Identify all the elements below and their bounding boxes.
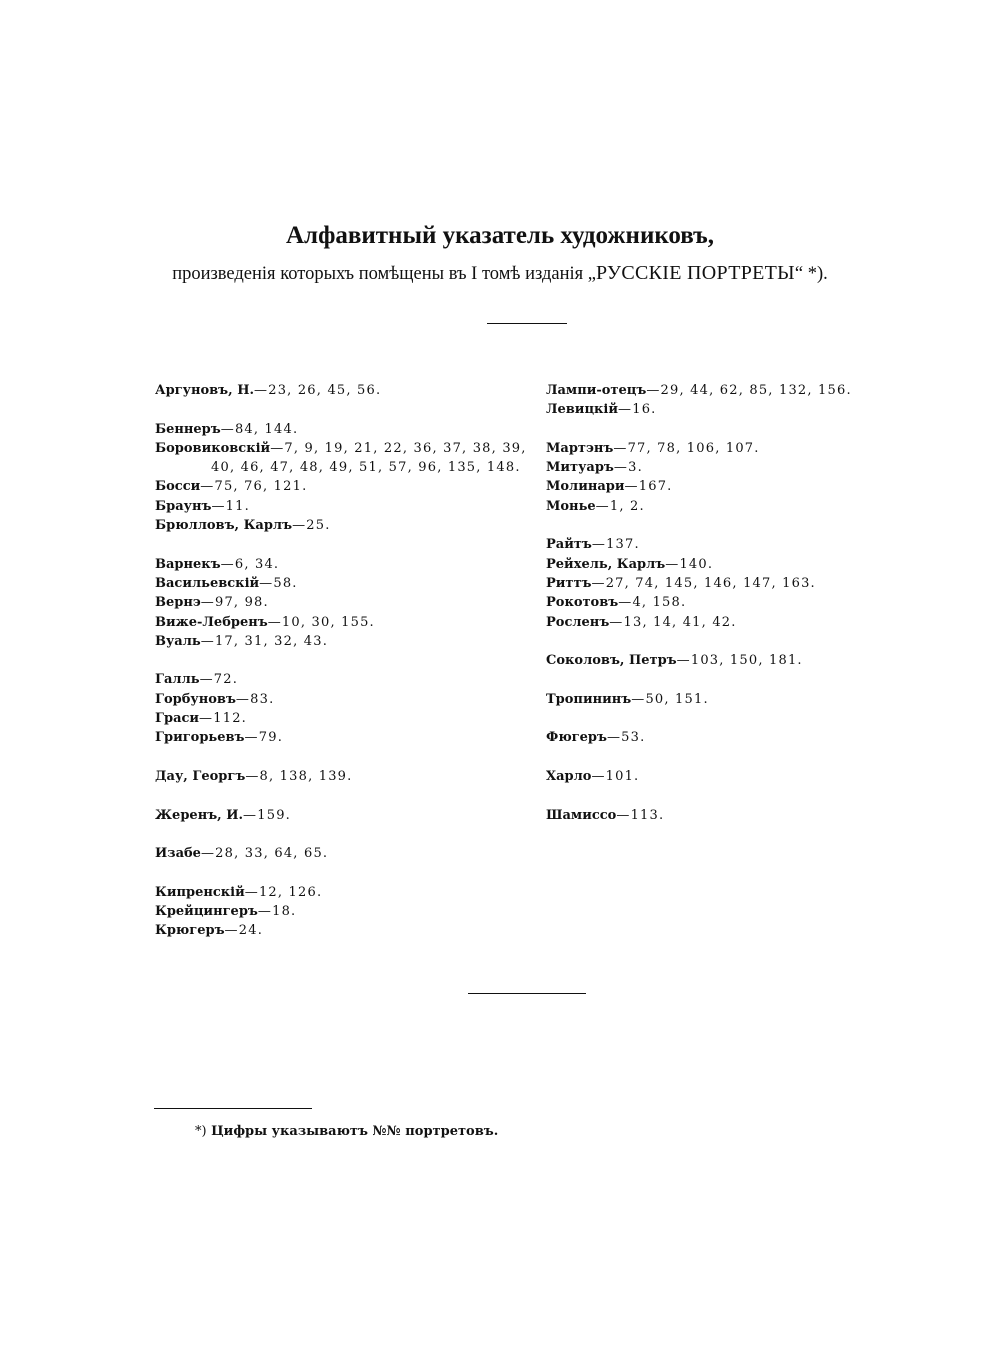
- entry-dash: —: [591, 768, 606, 784]
- portrait-numbers: 97, 98.: [214, 595, 269, 611]
- artist-name: Браунъ: [155, 498, 212, 514]
- index-entry: [155, 632, 525, 651]
- artist-name: Монье: [546, 498, 596, 514]
- index-entry: [155, 381, 525, 400]
- index-entry: [155, 477, 525, 496]
- entry-dash: —: [665, 556, 680, 572]
- artist-name: Соколовъ, Петръ: [546, 653, 677, 669]
- index-entry: [155, 767, 525, 786]
- portrait-numbers: 50, 151.: [645, 691, 709, 707]
- entry-dash: —: [200, 595, 215, 611]
- portrait-numbers: 77, 78, 106, 107.: [627, 440, 760, 456]
- entry-dash: —: [259, 575, 274, 591]
- portrait-numbers: 6, 34.: [234, 556, 280, 572]
- artist-name: Виже-Лебренъ: [155, 614, 268, 630]
- entry-dash: —: [244, 884, 259, 900]
- entry-dash: —: [616, 807, 631, 823]
- artist-name: Васильевскій: [155, 575, 260, 591]
- entry-dash: —: [609, 614, 624, 630]
- index-letter-group: [546, 651, 926, 670]
- artist-name: Райтъ: [546, 537, 592, 553]
- portrait-numbers: 84, 144.: [234, 421, 299, 437]
- portrait-numbers: 103, 150, 181.: [690, 653, 803, 669]
- portrait-numbers: 79.: [258, 730, 284, 746]
- index-entry: [155, 728, 525, 747]
- index-column-right: [546, 381, 926, 844]
- subtitle-footnote-ref: “ *).: [794, 264, 828, 284]
- index-entry: [546, 574, 926, 593]
- index-letter-group: [546, 690, 926, 709]
- entry-dash: —: [224, 923, 239, 939]
- index-letter-group: [155, 420, 525, 536]
- entry-dash: —: [618, 595, 633, 611]
- index-entry: [546, 458, 926, 477]
- index-entry: [546, 767, 926, 786]
- index-entry: [155, 420, 525, 439]
- index-entry: [546, 497, 926, 516]
- artist-name: Григорьевъ: [155, 730, 245, 746]
- portrait-numbers: 11.: [225, 498, 250, 514]
- index-letter-group: [155, 806, 525, 825]
- index-letter-group: [546, 767, 926, 786]
- index-entry: [546, 381, 926, 400]
- index-entry: [155, 593, 525, 612]
- index-letter-group: [155, 670, 525, 747]
- index-entry: [155, 574, 525, 593]
- entry-dash: —: [267, 614, 282, 630]
- footnote-text: Цифры указываютъ №№ портретовъ.: [211, 1124, 499, 1139]
- entry-dash: —: [292, 518, 307, 534]
- footnote-marker: *): [195, 1124, 207, 1139]
- portrait-numbers: 58.: [273, 575, 298, 591]
- index-entry: [155, 921, 525, 940]
- index-entry: [546, 477, 926, 496]
- artist-name: Вернэ: [155, 595, 201, 611]
- subtitle-publication-name: РУССКІЕ ПОРТРЕТЫ: [595, 262, 795, 284]
- subtitle-text: произведенія которыхъ помѣщены въ I томѣ изданія „: [172, 264, 596, 284]
- entry-dash: —: [200, 846, 216, 862]
- portrait-numbers: 16.: [632, 402, 657, 418]
- entry-dash: —: [613, 460, 629, 476]
- index-letter-group: [546, 728, 926, 747]
- artist-name: Рокотовъ: [546, 595, 619, 611]
- index-entry: [546, 651, 926, 670]
- entry-dash: —: [200, 479, 215, 495]
- entry-dash: —: [199, 672, 214, 688]
- portrait-numbers: 112.: [213, 711, 247, 727]
- entry-dash: —: [595, 498, 610, 514]
- portrait-numbers: 7, 9, 19, 21, 22, 36, 37, 38, 39,: [284, 440, 527, 456]
- entry-dash: —: [220, 421, 235, 437]
- portrait-numbers: 12, 126.: [258, 884, 323, 900]
- artist-name: Кипренскій: [155, 884, 245, 900]
- index-letter-group: [546, 381, 926, 420]
- entry-dash: —: [245, 768, 260, 784]
- artist-name: Росленъ: [546, 614, 610, 630]
- artist-name: Беннеръ: [155, 421, 221, 437]
- index-letter-group: [546, 806, 926, 825]
- page-subtitle: [0, 262, 1000, 285]
- artist-name: Жеренъ, И.: [155, 807, 244, 823]
- index-entry: [546, 806, 926, 825]
- end-divider: [468, 993, 586, 994]
- artist-name: Харло: [546, 768, 592, 784]
- index-letter-group: [546, 439, 926, 516]
- portrait-numbers: 10, 30, 155.: [281, 614, 375, 630]
- entry-dash: —: [211, 498, 226, 514]
- artist-name: Вуаль: [155, 633, 201, 649]
- entry-dash: —: [199, 711, 214, 727]
- portrait-numbers: 1, 2.: [609, 498, 645, 514]
- artist-name: Дау, Георгъ: [155, 768, 246, 784]
- portrait-numbers: 18.: [272, 904, 297, 920]
- artist-name: Горбуновъ: [155, 691, 236, 707]
- index-entry: [155, 883, 525, 902]
- index-entry: [155, 844, 525, 863]
- index-entry: [155, 439, 525, 478]
- index-entry: [155, 670, 525, 689]
- entry-dash: —: [270, 440, 285, 456]
- index-entry: [546, 400, 926, 419]
- index-entry: [155, 690, 525, 709]
- index-entry: [546, 690, 926, 709]
- index-entry: [155, 516, 525, 535]
- footnote: [195, 1124, 498, 1139]
- portrait-numbers: 101.: [605, 768, 640, 784]
- portrait-numbers: 13, 14, 41, 42.: [623, 614, 737, 630]
- index-letter-group: [155, 844, 525, 863]
- portrait-numbers: 167.: [638, 479, 673, 495]
- portrait-numbers: 27, 74, 145, 146, 147, 163.: [605, 575, 816, 591]
- portrait-numbers: 17, 31, 32, 43.: [214, 633, 329, 649]
- artist-name: Молинари: [546, 479, 625, 495]
- artist-name: Риттъ: [546, 575, 592, 591]
- entry-dash: —: [676, 653, 691, 669]
- entry-dash: —: [591, 537, 607, 553]
- index-entry: [546, 535, 926, 554]
- page-title: Алфавитный указатель художниковъ,: [285, 222, 715, 249]
- index-entry: [546, 593, 926, 612]
- index-letter-group: [155, 381, 525, 400]
- entry-dash: —: [624, 479, 639, 495]
- entry-dash: —: [646, 383, 661, 398]
- artist-name: Аргуновъ, Н.: [155, 383, 255, 398]
- portrait-numbers: 137.: [606, 537, 640, 553]
- portrait-numbers: 24.: [238, 923, 264, 939]
- artist-name: Митуаръ: [546, 460, 614, 476]
- artist-name: Мартэнъ: [546, 440, 614, 456]
- entry-dash: —: [243, 807, 258, 823]
- portrait-numbers: 83.: [250, 691, 275, 707]
- artist-name: Галль: [155, 672, 200, 688]
- portrait-numbers: 159.: [257, 807, 291, 823]
- entry-dash: —: [244, 730, 259, 746]
- artist-name: Варнекъ: [155, 556, 221, 572]
- footnote-divider: [154, 1108, 312, 1109]
- entry-dash: —: [220, 556, 235, 572]
- portrait-numbers: 29, 44, 62, 85, 132, 156.: [660, 383, 852, 398]
- title-divider: [487, 323, 567, 324]
- portrait-numbers: 113.: [630, 807, 665, 823]
- artist-name: Лампи-отецъ: [546, 383, 647, 398]
- entry-dash: —: [235, 691, 251, 707]
- artist-name: Босси: [155, 479, 201, 495]
- index-entry: [546, 555, 926, 574]
- index-letter-group: [546, 535, 926, 631]
- index-entry: [155, 497, 525, 516]
- index-entry: [155, 555, 525, 574]
- portrait-numbers: 140.: [679, 556, 714, 572]
- portrait-numbers: 23, 26, 45, 56.: [268, 383, 382, 398]
- artist-name: Изабе: [155, 846, 201, 862]
- portrait-numbers-continued: 40, 46, 47, 48, 49, 51, 57, 96, 135, 148.: [211, 460, 521, 476]
- artist-name: Граси: [155, 711, 200, 727]
- portrait-numbers: 72.: [213, 672, 239, 688]
- index-entry: [155, 709, 525, 728]
- portrait-numbers: 3.: [628, 460, 643, 476]
- index-entry: [546, 439, 926, 458]
- artist-name: Брюлловъ, Карлъ: [155, 518, 293, 534]
- index-letter-group: [155, 883, 525, 941]
- index-entry: [546, 728, 926, 747]
- portrait-numbers: 8, 138, 139.: [259, 768, 353, 784]
- entry-dash: —: [257, 904, 273, 920]
- artist-name: Рейхель, Карлъ: [546, 556, 666, 572]
- entry-dash: —: [200, 633, 215, 649]
- index-letter-group: [155, 555, 525, 651]
- entry-dash: —: [631, 691, 646, 707]
- index-letter-group: [155, 767, 525, 786]
- artist-name: Шамиссо: [546, 807, 617, 823]
- artist-name: Левицкій: [546, 402, 619, 418]
- artist-name: Фюгеръ: [546, 730, 607, 746]
- entry-dash: —: [606, 730, 622, 746]
- artist-name: Боровиковскій: [155, 440, 271, 456]
- portrait-numbers: 4, 158.: [632, 595, 687, 611]
- entry-dash: —: [591, 575, 606, 591]
- entry-dash: —: [613, 440, 628, 456]
- portrait-numbers: 25.: [306, 518, 331, 534]
- entry-dash: —: [618, 402, 633, 418]
- index-entry: [155, 806, 525, 825]
- index-entry: [546, 613, 926, 632]
- artist-name: Тропининъ: [546, 691, 632, 707]
- portrait-numbers: 75, 76, 121.: [214, 479, 308, 495]
- portrait-numbers: 28, 33, 64, 65.: [215, 846, 329, 862]
- index-entry: [155, 613, 525, 632]
- artist-name: Крейцингеръ: [155, 904, 258, 920]
- entry-dash: —: [254, 383, 269, 398]
- artist-name: Крюгеръ: [155, 923, 225, 939]
- index-column-left: [155, 381, 525, 960]
- index-entry: [155, 902, 525, 921]
- portrait-numbers: 53.: [621, 730, 646, 746]
